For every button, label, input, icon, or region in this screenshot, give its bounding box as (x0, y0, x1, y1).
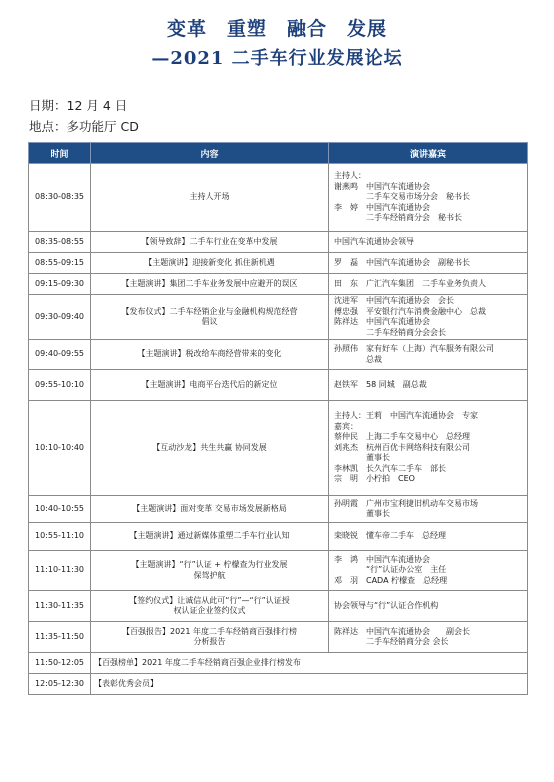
speaker-line: 嘉宾： (334, 421, 358, 431)
agenda-content-line: 分析报告 (193, 637, 226, 646)
column-header-time: 时间 (29, 143, 91, 164)
agenda-time: 11:10-11:30 (29, 551, 91, 591)
event-date: 日期：12 月 4 日 (29, 98, 128, 113)
agenda-row (29, 232, 528, 253)
agenda-row (29, 653, 528, 674)
agenda-content-line: 【主题演讲】电商平台迭代后的新定位 (141, 379, 278, 389)
agenda-time: 09:40-09:55 (29, 340, 91, 370)
speaker-line: 罗 磊 中国汽车流通协会 副秘书长 (334, 257, 470, 267)
speaker-line: 孙明霞 广州市宝利捷旧机动车交易市场 (334, 498, 478, 508)
agenda-content-line: 【互动沙龙】共生共赢 协同发展 (152, 442, 267, 452)
agenda-content-line: 主持人开场 (189, 192, 230, 202)
speaker-line: 陈祥达 中国汽车流通协会 (334, 317, 430, 326)
agenda-content (91, 274, 329, 295)
speaker-line: 二手车经销商分会会长 (334, 327, 446, 337)
agenda-speakers (329, 551, 528, 591)
agenda-time: 11:35-11:50 (29, 622, 91, 653)
agenda-time: 09:30-09:40 (29, 295, 91, 340)
agenda-content (91, 370, 329, 401)
agenda-content-line: 【领导致辞】二手车行业在变革中发展 (141, 236, 278, 246)
agenda-speakers (329, 591, 528, 622)
agenda-content (91, 523, 329, 551)
agenda-content (91, 164, 329, 232)
speaker-line: 董事长 (334, 453, 390, 463)
agenda-content (91, 340, 329, 370)
speaker-line: 总裁 (334, 354, 382, 364)
agenda-content-line: 【百强报告】2021 年度二手车经销商百强排行榜 (122, 626, 297, 636)
agenda-content-line: 倡议 (201, 317, 218, 326)
agenda-content-line: 【主题演讲】“行”认证 + 柠檬查为行业发展 (131, 560, 288, 569)
agenda-row (29, 274, 528, 295)
agenda-content (91, 295, 329, 340)
event-location: 地点：多功能厅 CD (29, 119, 139, 134)
speaker-line: 主持人： (334, 171, 366, 181)
agenda-content-line: 保驾护航 (193, 570, 226, 580)
agenda-speakers (329, 401, 528, 496)
agenda-content-line: 【主题演讲】迎接新变化 抓住新机遇 (144, 257, 275, 267)
agenda-time: 08:35-08:55 (29, 232, 91, 253)
agenda-time: 11:50-12:05 (29, 653, 91, 674)
speaker-line: 傅忠强 平安银行汽车消费金融中心 总裁 (334, 306, 486, 316)
agenda-speakers (329, 164, 528, 232)
speaker-line: 邓 羽 CADA 柠檬查 总经理 (334, 575, 448, 585)
agenda-row (29, 551, 528, 591)
agenda-time: 08:30-08:35 (29, 164, 91, 232)
agenda-row (29, 591, 528, 622)
agenda-row (29, 164, 528, 232)
agenda-speakers (329, 295, 528, 340)
agenda-row (29, 401, 528, 496)
agenda-time: 10:40-10:55 (29, 496, 91, 523)
agenda-row (29, 523, 528, 551)
speaker-line: 李 鸿 中国汽车流通协会 (334, 554, 430, 564)
agenda-content-line: 权认证企业签约仪式 (173, 606, 246, 615)
speaker-line: 田 东 广汇汽车集团 二手车业务负责人 (334, 278, 486, 288)
agenda-content (91, 551, 329, 591)
speaker-line: 中国汽车流通协会领导 (334, 236, 414, 246)
agenda-time: 12:05-12:30 (29, 674, 91, 695)
page-subtitle: —2021 二手车行业发展论坛 (151, 48, 403, 69)
speaker-line: 协会领导与“行”认证合作机构 (334, 600, 439, 610)
speaker-line: 主持人：王莉 中国汽车流通协会 专家 (334, 411, 478, 421)
speaker-line: “行”认证办公室 主任 (334, 565, 447, 575)
agenda-row (29, 622, 528, 653)
speaker-line: 二手车经销商分会 秘书长 (334, 213, 462, 223)
column-header-content: 内容 (91, 143, 329, 164)
agenda-time: 09:55-10:10 (29, 370, 91, 401)
agenda-content-line: 【主题演讲】集团二手车业务发展中应避开的误区 (121, 278, 298, 288)
speaker-line: 李林凯 长久汽车二手车 部长 (334, 463, 446, 473)
agenda-time: 11:30-11:35 (29, 591, 91, 622)
agenda-content (91, 622, 329, 653)
agenda-speakers (329, 523, 528, 551)
speaker-line: 赵铁军 58 同城 副总裁 (334, 379, 427, 389)
agenda-content-line: 【主题演讲】通过新媒体重塑二手车行业认知 (129, 531, 290, 541)
agenda-row (29, 253, 528, 274)
speaker-line: 李 婷 中国汽车流通协会 (334, 202, 430, 212)
column-header-speakers: 演讲嘉宾 (329, 143, 528, 164)
agenda-row (29, 370, 528, 401)
agenda-speakers (329, 340, 528, 370)
speaker-line: 谢燕鸣 中国汽车流通协会 (334, 181, 430, 191)
agenda-content (91, 496, 329, 523)
agenda-table (28, 142, 528, 695)
speaker-line: 沈进军 中国汽车流通协会 会长 (334, 296, 454, 305)
agenda-content (91, 232, 329, 253)
agenda-speakers (329, 370, 528, 401)
agenda-time: 10:10-10:40 (29, 401, 91, 496)
agenda-speakers (329, 253, 528, 274)
speaker-line: 孙照伟 家有好车（上海）汽车服务有限公司 (334, 344, 494, 353)
agenda-speakers (329, 622, 528, 653)
agenda-content-line: 【签约仪式】让诚信从此可“行”—“行”认证授 (129, 595, 290, 605)
agenda-row (29, 340, 528, 370)
agenda-content (91, 591, 329, 622)
agenda-time: 09:15-09:30 (29, 274, 91, 295)
agenda-content-line: 【发布仪式】二手车经销企业与金融机构规范经营 (121, 306, 298, 316)
page-title: 变革 重塑 融合 发展 (166, 18, 387, 40)
agenda-merged-content: 【表彰优秀会员】 (91, 674, 528, 695)
speaker-line: 陈祥达 中国汽车流通协会 副会长 (334, 626, 470, 636)
agenda-row (29, 295, 528, 340)
speaker-line: 蔡仲民 上海二手车交易中心 总经理 (334, 432, 470, 442)
agenda-content-line: 【主题演讲】税改给车商经营带来的变化 (137, 349, 282, 359)
speaker-line: 刘兆杰 杭州百优卡网络科技有限公司 (334, 442, 470, 452)
agenda-time: 10:55-11:10 (29, 523, 91, 551)
agenda-row (29, 496, 528, 523)
agenda-row (29, 674, 528, 695)
agenda-speakers (329, 496, 528, 523)
speaker-line: 栾晓锐 懂车帝二手车 总经理 (334, 531, 446, 541)
speaker-line: 董事长 (334, 509, 390, 518)
agenda-content (91, 401, 329, 496)
agenda-speakers (329, 232, 528, 253)
agenda-content-line: 【主题演讲】面对变革 交易市场发展新格局 (132, 503, 287, 513)
agenda-header-row (29, 143, 528, 164)
agenda-merged-content: 【百强榜单】2021 年度二手车经销商百强企业排行榜发布 (91, 653, 528, 674)
agenda-speakers (329, 274, 528, 295)
speaker-line: 宗 明 小柠拍 CEO (334, 474, 415, 484)
agenda-body (29, 164, 528, 695)
speaker-line: 二手车交易市场分会 秘书长 (334, 192, 470, 202)
agenda-time: 08:55-09:15 (29, 253, 91, 274)
speaker-line: 二手车经销商分会 会长 (334, 637, 449, 646)
agenda-content (91, 253, 329, 274)
